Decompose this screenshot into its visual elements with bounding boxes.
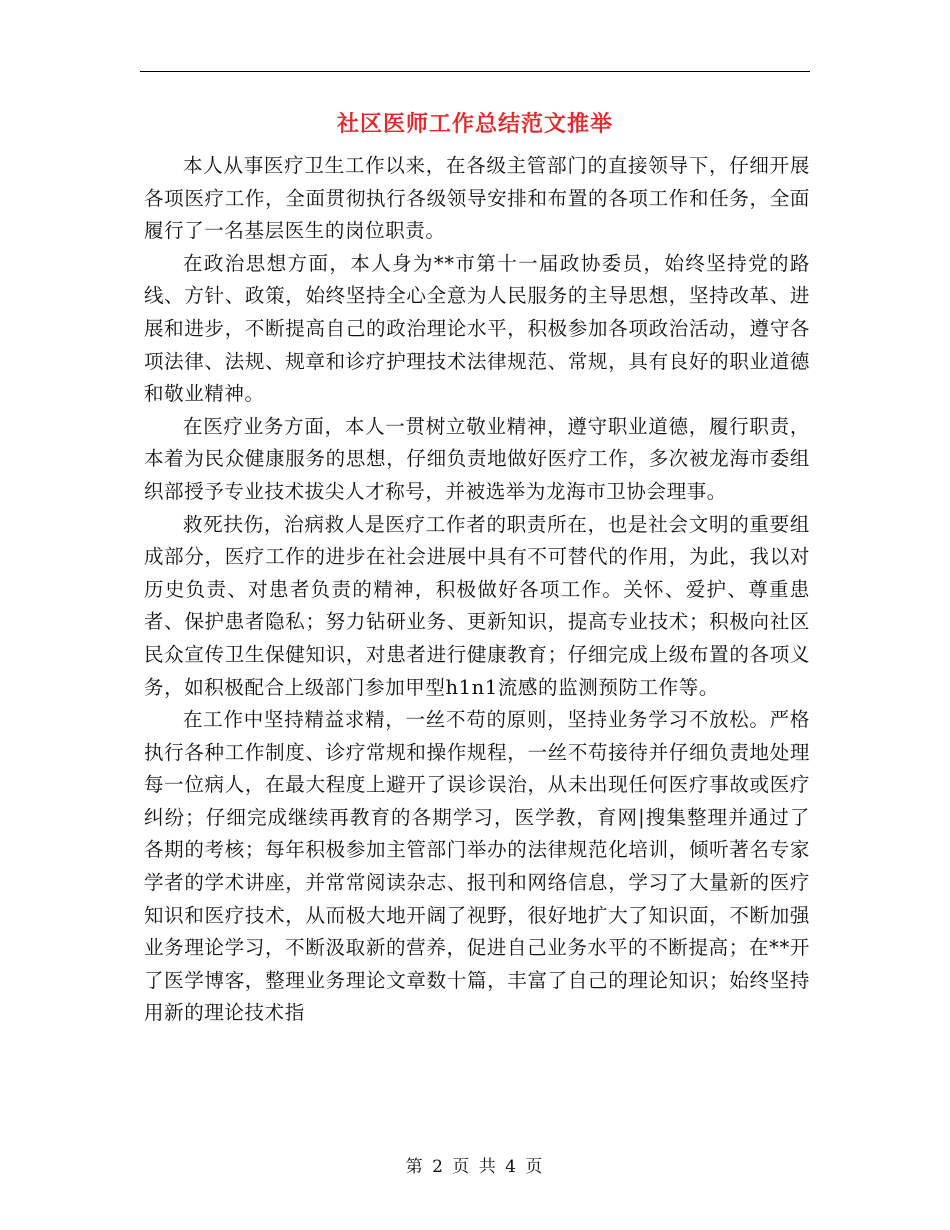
document-body (144, 150, 810, 1030)
page-number: 第 2 页 共 4 页 (405, 1157, 545, 1177)
paragraph-intro: 本人从事医疗卫生工作以来，在各级主管部门的直接领导下，仔细开展各项医疗工作，全面贯彻执行各级领导安排和布置的各项工作和任务，全面履行了一名基层医生的岗位职责。 (144, 154, 810, 243)
paragraph-political: 在政治思想方面，本人身为**市第十一届政协委员，始终坚持党的路线、方针、政策，始终坚持全心全意为人民服务的主导思想，坚持改革、进展和进步，不断提高自己的政治理论水平，积极参加各项政治活动，遵守各项法律、法规、规章和诊疗护理技术法律规范、常规，具有良好的职业道德和敬业精神。 (144, 251, 810, 406)
header-rule (140, 71, 810, 72)
paragraph-study: 在工作中坚持精益求精，一丝不苟的原则，坚持业务学习不放松。严格执行各种工作制度、诊疗常规和操作规程，一丝不苟接待并仔细负责地处理每一位病人，在最大程度上避开了误诊误治，从未出现任何医疗事故或医疗纠纷；仔细完成继续再教育的各期学习，医学教，育网|搜集整理并通过了各期的考核；每年积极参加主管部门举办的法律规范化培训，倾听著名专家学者的学术讲座，并常常阅读杂志、报刊和网络信息，学习了大量新的医疗知识和医疗技术，从而极大地开阔了视野，很好地扩大了知识面，不断加强业务理论学习，不断汲取新的营养，促进自己业务水平的不断提高；在**开了医学博客，整理业务理论文章数十篇，丰富了自己的理论知识；始终坚持用新的理论技术指 (144, 708, 810, 1025)
document-title: 社区医师工作总结范文推举 (336, 111, 613, 137)
paragraph-medical-business: 在医疗业务方面，本人一贯树立敬业精神，遵守职业道德，履行职责，本着为民众健康服务的思想，仔细负责地做好医疗工作，多次被龙海市委组织部授予专业技术拔尖人才称号，并被选举为龙海市卫协会理事。 (144, 414, 810, 503)
paragraph-duty: 救死扶伤，治病救人是医疗工作者的职责所在，也是社会文明的重要组成部分，医疗工作的进步在社会进展中具有不可替代的作用，为此，我以对历史负责、对患者负责的精神，积极做好各项工作。关怀、爱护、尊重患者、保护患者隐私；努力钻研业务、更新知识，提高专业技术；积极向社区民众宣传卫生保健知识，对患者进行健康教育；仔细完成上级布置的各项义务，如积极配合上级部门参加甲型h1n1流感的监测预防工作等。 (144, 512, 810, 699)
